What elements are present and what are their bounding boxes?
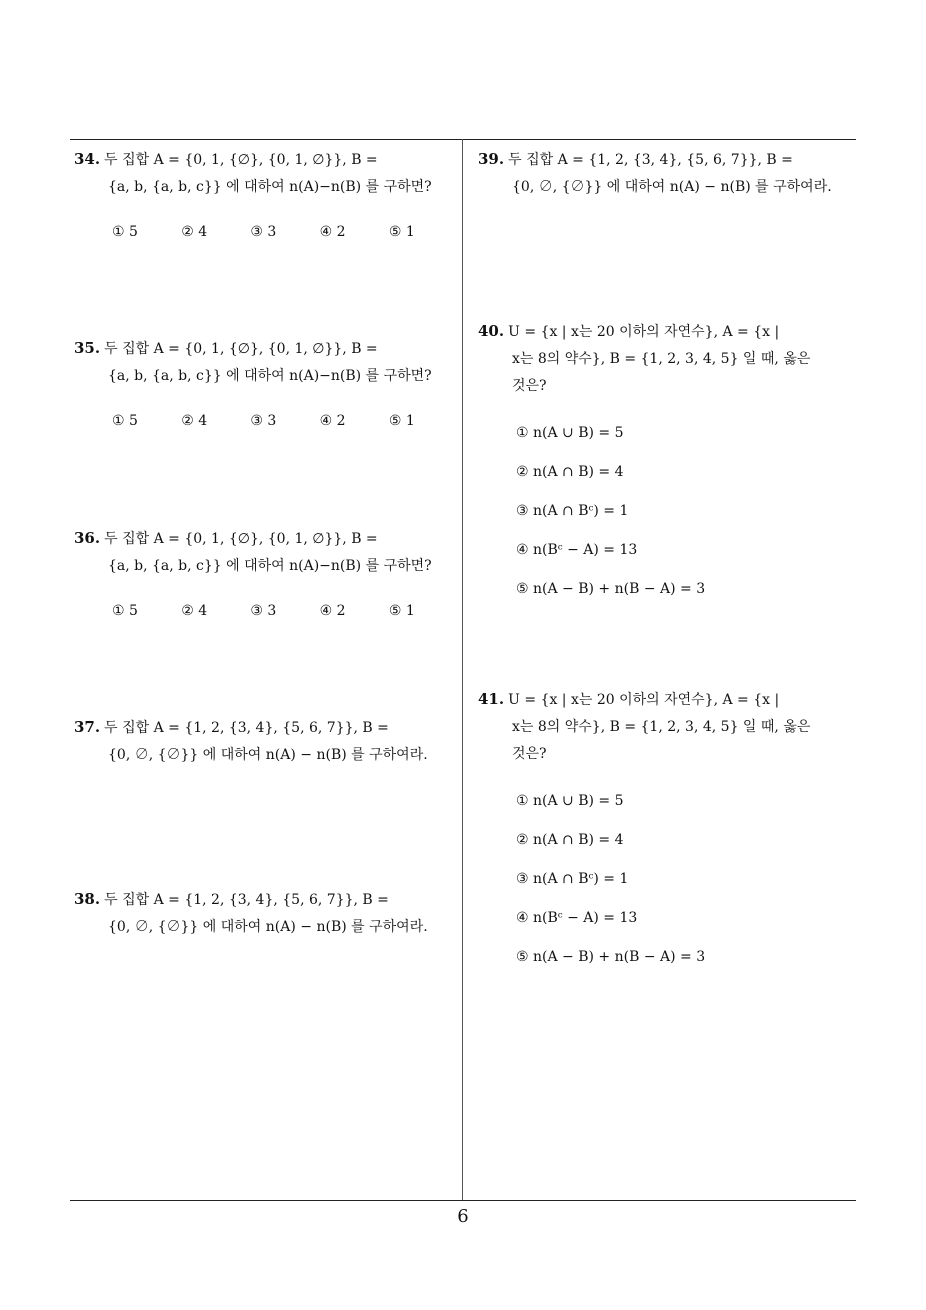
question-39 — [478, 146, 862, 201]
choice[interactable]: ③ n(A ∩ Bᶜ) = 1 — [516, 503, 629, 519]
question-34 — [74, 146, 458, 246]
choice[interactable]: ④ 2 — [319, 224, 346, 240]
choice[interactable]: ⑤ n(A − B) + n(B − A) = 3 — [516, 949, 706, 965]
question-text: 두 집합 A = {0, 1, {∅}, {0, 1, ∅}}, B = — [104, 341, 378, 357]
choice[interactable]: ② 4 — [181, 224, 208, 240]
question-36 — [74, 525, 458, 625]
top-rule — [70, 139, 856, 140]
question-number: 34. — [74, 150, 101, 168]
question-text: {0, ∅, {∅}} 에 대하여 n(A) − n(B) 를 구하여라. — [512, 179, 832, 195]
choice[interactable]: ⑤ 1 — [388, 603, 415, 619]
question-text: 두 집합 A = {1, 2, {3, 4}, {5, 6, 7}}, B = — [104, 892, 389, 908]
choice[interactable]: ② 4 — [181, 603, 208, 619]
choice[interactable]: ③ 3 — [250, 603, 277, 619]
question-number: 39. — [478, 150, 505, 168]
choice[interactable]: ① n(A ∪ B) = 5 — [516, 793, 624, 809]
page-number: 6 — [457, 1206, 469, 1227]
question-text: {a, b, {a, b, c}} 에 대하여 n(A)−n(B) 를 구하면? — [108, 179, 432, 195]
choice[interactable]: ③ 3 — [250, 224, 277, 240]
question-text: {a, b, {a, b, c}} 에 대하여 n(A)−n(B) 를 구하면? — [108, 368, 432, 384]
question-text: {0, ∅, {∅}} 에 대하여 n(A) − n(B) 를 구하여라. — [108, 919, 428, 935]
column-divider — [462, 139, 463, 1201]
question-text: x는 8의 약수}, B = {1, 2, 3, 4, 5} 일 때, 옳은 — [512, 351, 811, 367]
question-38 — [74, 886, 458, 941]
choices — [74, 408, 458, 435]
question-40 — [478, 318, 862, 609]
choice[interactable]: ① 5 — [112, 413, 138, 429]
question-number: 35. — [74, 339, 101, 357]
question-number: 38. — [74, 890, 101, 908]
choice[interactable]: ① 5 — [112, 224, 138, 240]
question-37 — [74, 714, 458, 769]
question-text: 두 집합 A = {0, 1, {∅}, {0, 1, ∅}}, B = — [104, 531, 378, 547]
choices — [478, 782, 862, 977]
choice[interactable]: ④ n(Bᶜ − A) = 13 — [516, 910, 638, 926]
choice[interactable]: ③ n(A ∩ Bᶜ) = 1 — [516, 871, 629, 887]
question-text: {0, ∅, {∅}} 에 대하여 n(A) − n(B) 를 구하여라. — [108, 747, 428, 763]
question-number: 36. — [74, 529, 101, 547]
choice[interactable]: ③ 3 — [250, 413, 277, 429]
choice[interactable]: ⑤ 1 — [388, 413, 415, 429]
choice[interactable]: ④ 2 — [319, 603, 346, 619]
question-text: U = {x | x는 20 이하의 자연수}, A = {x | — [508, 692, 780, 708]
choice[interactable]: ① 5 — [112, 603, 138, 619]
question-text: U = {x | x는 20 이하의 자연수}, A = {x | — [508, 324, 780, 340]
question-text: 두 집합 A = {1, 2, {3, 4}, {5, 6, 7}}, B = — [508, 152, 793, 168]
question-41 — [478, 686, 862, 977]
question-number: 40. — [478, 322, 505, 340]
choice[interactable]: ⑤ 1 — [388, 224, 415, 240]
bottom-rule — [70, 1200, 856, 1201]
question-35 — [74, 335, 458, 435]
choices — [478, 414, 862, 609]
question-number: 41. — [478, 690, 505, 708]
choices — [74, 598, 458, 625]
question-text: x는 8의 약수}, B = {1, 2, 3, 4, 5} 일 때, 옳은 — [512, 719, 811, 735]
question-text: 것은? — [512, 746, 547, 762]
choice[interactable]: ⑤ n(A − B) + n(B − A) = 3 — [516, 581, 706, 597]
choice[interactable]: ② 4 — [181, 413, 208, 429]
choice[interactable]: ④ 2 — [319, 413, 346, 429]
question-text: 두 집합 A = {1, 2, {3, 4}, {5, 6, 7}}, B = — [104, 720, 389, 736]
choice[interactable]: ② n(A ∩ B) = 4 — [516, 832, 624, 848]
choice[interactable]: ④ n(Bᶜ − A) = 13 — [516, 542, 638, 558]
question-text: 것은? — [512, 378, 547, 394]
choice[interactable]: ① n(A ∪ B) = 5 — [516, 425, 624, 441]
choice[interactable]: ② n(A ∩ B) = 4 — [516, 464, 624, 480]
question-text: {a, b, {a, b, c}} 에 대하여 n(A)−n(B) 를 구하면? — [108, 558, 432, 574]
choices — [74, 219, 458, 246]
question-number: 37. — [74, 718, 101, 736]
question-text: 두 집합 A = {0, 1, {∅}, {0, 1, ∅}}, B = — [104, 152, 378, 168]
